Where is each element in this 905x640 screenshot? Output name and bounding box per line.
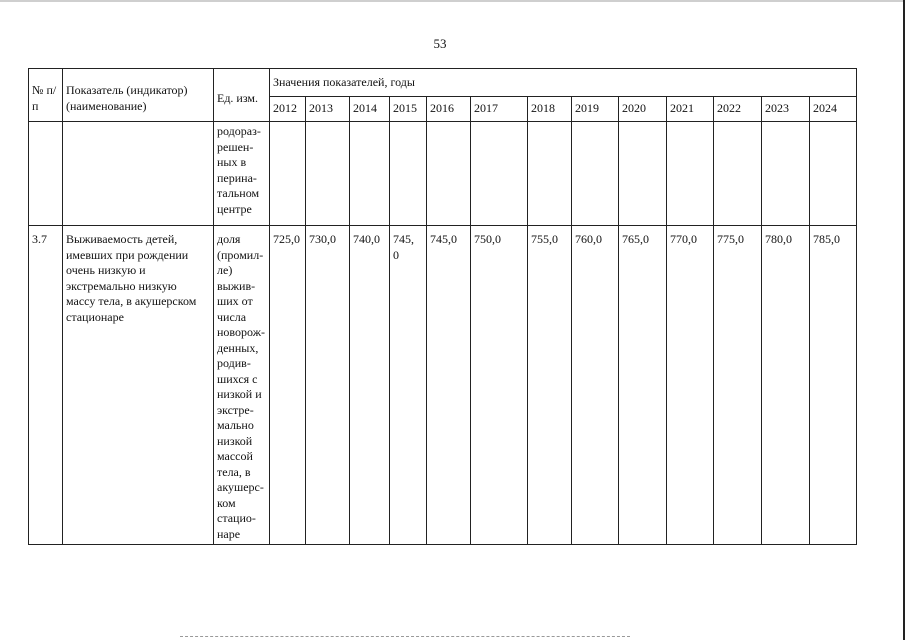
value-cell — [528, 122, 572, 226]
value-cell-2022: 775,0 — [714, 226, 762, 545]
value-cell-2017: 750,0 — [471, 226, 528, 545]
value-cell — [810, 122, 857, 226]
row-unit — [214, 122, 270, 226]
unit-text-line: наре — [217, 526, 241, 541]
unit-text-line: родив- — [217, 356, 251, 370]
value-cell — [350, 122, 390, 226]
value-cell-2012: 725,0 — [270, 226, 306, 545]
header-year-2023: 2023 — [762, 97, 810, 122]
header-year-2016: 2016 — [427, 97, 471, 122]
unit-text-line: перина- — [217, 170, 257, 185]
value-cell-2014: 740,0 — [350, 226, 390, 545]
unit-text-line: доля — [217, 232, 241, 246]
indicator-text-line: очень низкую и — [66, 263, 146, 277]
row-num — [29, 122, 63, 226]
header-num: № п/п — [29, 69, 63, 122]
header-year-2018: 2018 — [528, 97, 572, 122]
unit-text-line: родораз- — [217, 124, 261, 138]
value-cell — [427, 122, 471, 226]
value-cell — [762, 122, 810, 226]
unit-text-line: низкой и — [217, 387, 262, 401]
header-year-2017: 2017 — [471, 97, 528, 122]
unit-text-line: массой — [217, 449, 253, 463]
header-year-2014: 2014 — [350, 97, 390, 122]
value-cell — [714, 122, 762, 226]
page-number: 53 — [433, 36, 447, 51]
value-cell-2023: 780,0 — [762, 226, 810, 545]
value-cell — [471, 122, 528, 226]
indicator-text-line: Выживаемость детей, — [66, 232, 178, 246]
unit-text-line: ле) — [217, 263, 233, 277]
value-cell-2024: 785,0 — [810, 226, 857, 545]
indicator-text-line: массу тела, в акушерском — [66, 294, 197, 308]
unit-text-line: шихся с — [217, 371, 258, 386]
unit-text-line: решен- — [217, 139, 254, 154]
unit-text-line: ных в — [217, 155, 247, 169]
row-indicator — [63, 122, 214, 226]
unit-text-line: новорож- — [217, 325, 265, 339]
unit-text-line: (промил- — [217, 247, 264, 262]
table-row — [29, 122, 857, 226]
indicators-table — [28, 68, 857, 545]
header-unit: Ед. изм. — [214, 69, 270, 122]
unit-text-line: центре — [217, 201, 252, 216]
row-unit — [214, 226, 270, 545]
header-year-2012: 2012 — [270, 97, 306, 122]
unit-text-line: низкой — [217, 433, 253, 448]
header-year-2024: 2024 — [810, 97, 857, 122]
unit-text-line: тела, в — [217, 464, 251, 479]
value-cell-2013: 730,0 — [306, 226, 350, 545]
value-cell-2021: 770,0 — [667, 226, 714, 545]
unit-text-line: ших от — [217, 294, 253, 308]
value-cell-2015: 745, 0 — [390, 226, 427, 545]
value-cell — [270, 122, 306, 226]
header-year-2021: 2021 — [667, 97, 714, 122]
value-cell-2019: 760,0 — [572, 226, 619, 545]
value-cell — [572, 122, 619, 226]
scan-artifact-line — [180, 636, 630, 638]
header-indicator: Показатель (индикатор) (наименование) — [63, 69, 214, 122]
unit-text-line: стацио- — [217, 511, 256, 525]
unit-text-line: мально — [217, 418, 254, 432]
unit-text-line: выжив- — [217, 278, 256, 293]
unit-text-line: числа — [217, 309, 247, 324]
header-year-2015: 2015 — [390, 97, 427, 122]
indicator-text-line: имевших при рождении — [66, 247, 189, 262]
value-cell-2016: 745,0 — [427, 226, 471, 545]
table-row — [29, 226, 857, 545]
value-cell-2020: 765,0 — [619, 226, 667, 545]
indicator-text-line: стационаре — [66, 309, 124, 324]
value-cell — [390, 122, 427, 226]
value-cell — [619, 122, 667, 226]
header-values-group: Значения показателей, годы — [270, 69, 857, 97]
header-year-2022: 2022 — [714, 97, 762, 122]
unit-text-line: тальном — [217, 186, 260, 200]
header-year-2020: 2020 — [619, 97, 667, 122]
header-year-2013: 2013 — [306, 97, 350, 122]
unit-text-line: акушерс- — [217, 480, 264, 494]
unit-text-line: экстре- — [217, 402, 254, 417]
scan-edge-top — [0, 0, 905, 2]
row-num: 3.7 — [29, 226, 63, 545]
unit-text-line: ком — [217, 495, 236, 510]
row-indicator — [63, 226, 214, 545]
value-cell-2018: 755,0 — [528, 226, 572, 545]
indicator-text-line: экстремально низкую — [66, 278, 177, 293]
unit-text-line: денных, — [217, 340, 259, 355]
header-year-2019: 2019 — [572, 97, 619, 122]
value-cell — [667, 122, 714, 226]
value-cell — [306, 122, 350, 226]
